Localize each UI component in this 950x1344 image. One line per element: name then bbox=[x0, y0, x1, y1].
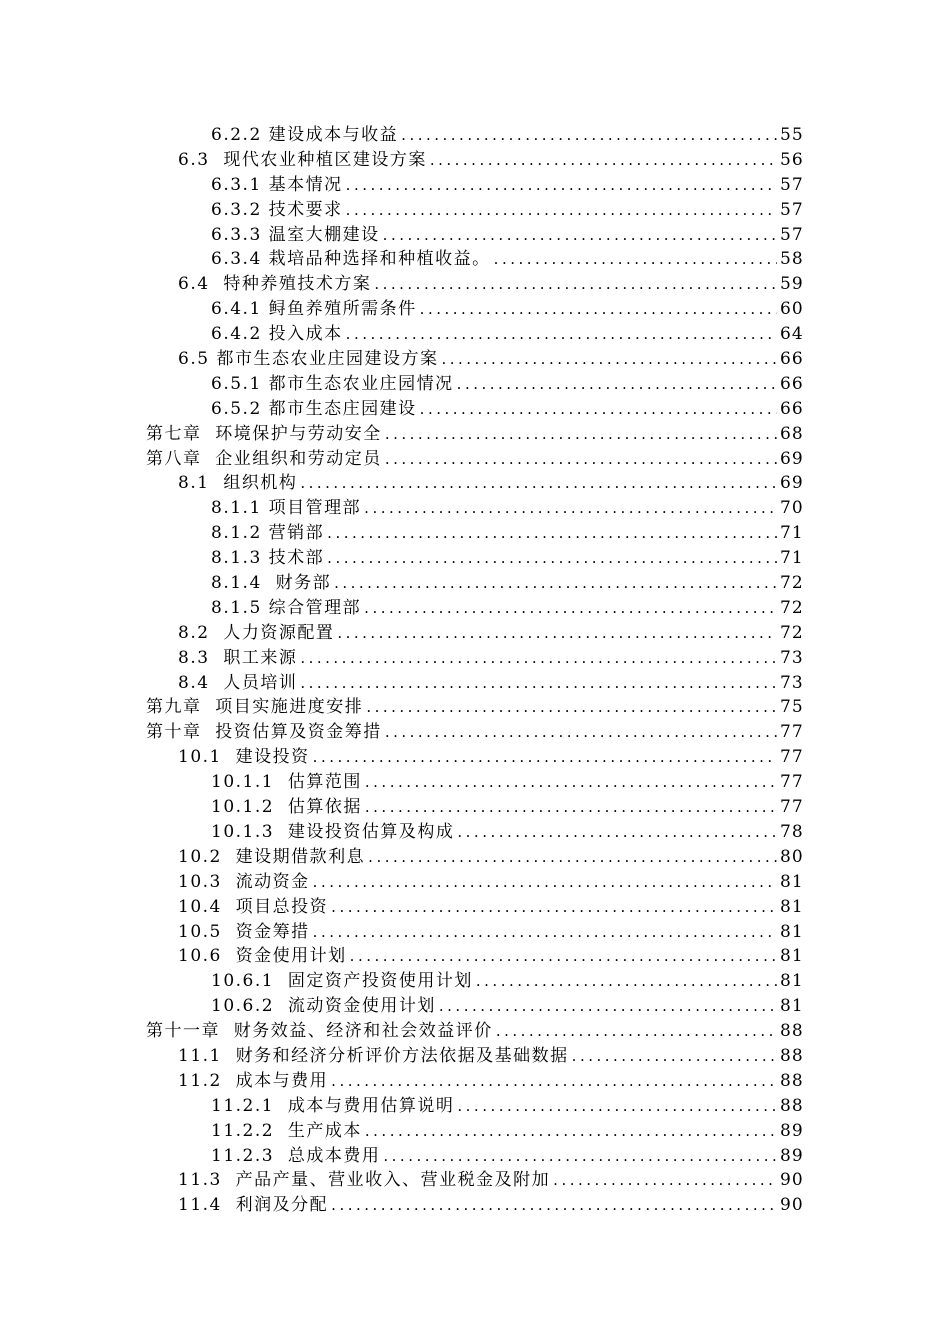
toc-entry-page: 57 bbox=[780, 174, 804, 195]
toc-entry-title: 第十章 投资估算及资金筹措 bbox=[146, 722, 382, 743]
toc-entry-title: 8.1.3 技术部 bbox=[211, 548, 325, 569]
toc-entry-page: 57 bbox=[780, 199, 804, 220]
toc-leader-dots bbox=[368, 845, 777, 870]
toc-entry[interactable] bbox=[0, 920, 950, 945]
toc-entry-title: 10.6 资金使用计划 bbox=[178, 946, 347, 967]
toc-entry-page: 77 bbox=[780, 722, 804, 743]
toc-entry-title: 8.1.4 财务部 bbox=[211, 573, 332, 594]
toc-entry[interactable] bbox=[0, 695, 950, 720]
toc-entry[interactable] bbox=[0, 1119, 950, 1144]
toc-entry-title: 6.4 特种养殖技术方案 bbox=[178, 274, 372, 295]
toc-entry-page: 81 bbox=[780, 971, 804, 992]
toc-entry[interactable] bbox=[0, 944, 950, 969]
toc-entry-title: 10.1.1 估算范围 bbox=[211, 772, 362, 793]
toc-entry[interactable] bbox=[0, 1144, 950, 1169]
toc-leader-dots bbox=[457, 820, 777, 845]
toc-entry[interactable] bbox=[0, 297, 950, 322]
toc-entry[interactable] bbox=[0, 496, 950, 521]
toc-entry-title: 11.2.2 生产成本 bbox=[211, 1120, 362, 1141]
toc-leader-dots bbox=[327, 546, 777, 571]
toc-entry-title: 10.4 项目总投资 bbox=[178, 896, 329, 917]
toc-entry-page: 72 bbox=[780, 573, 804, 594]
toc-entry-title: 6.5 都市生态农业庄园建设方案 bbox=[178, 349, 439, 370]
toc-entry-page: 57 bbox=[780, 224, 804, 245]
toc-entry-title: 11.2.1 成本与费用估算说明 bbox=[211, 1095, 455, 1116]
toc-entry[interactable] bbox=[0, 1094, 950, 1119]
toc-entry[interactable] bbox=[0, 820, 950, 845]
toc-entry-page: 88 bbox=[780, 1095, 804, 1116]
toc-entry[interactable] bbox=[0, 870, 950, 895]
toc-entry-title: 6.4.2 投入成本 bbox=[211, 324, 343, 345]
toc-leader-dots bbox=[385, 447, 777, 472]
toc-leader-dots bbox=[313, 745, 777, 770]
toc-entry[interactable] bbox=[0, 123, 950, 148]
toc-entry-page: 59 bbox=[780, 274, 804, 295]
toc-leader-dots bbox=[327, 521, 777, 546]
toc-leader-dots bbox=[401, 123, 777, 148]
toc-entry-page: 88 bbox=[780, 1070, 804, 1091]
toc-entry[interactable] bbox=[0, 347, 950, 372]
toc-entry-page: 81 bbox=[780, 921, 804, 942]
toc-leader-dots bbox=[346, 198, 777, 223]
toc-entry-page: 81 bbox=[780, 946, 804, 967]
toc-entry-title: 6.3.4 栽培品种选择和种植收益。 bbox=[211, 249, 491, 270]
toc-entry-page: 69 bbox=[780, 473, 804, 494]
toc-entry-title: 10.2 建设期借款利息 bbox=[178, 846, 366, 867]
toc-leader-dots bbox=[457, 372, 777, 397]
toc-entry-title: 10.1.3 建设投资估算及构成 bbox=[211, 821, 455, 842]
toc-entry-title: 8.2 人力资源配置 bbox=[178, 622, 335, 643]
toc-entry[interactable] bbox=[0, 1168, 950, 1193]
toc-entry[interactable] bbox=[0, 422, 950, 447]
toc-entry-title: 8.1.2 营销部 bbox=[211, 523, 325, 544]
toc-entry-title: 10.3 流动资金 bbox=[178, 871, 310, 892]
toc-entry-page: 90 bbox=[780, 1195, 804, 1216]
toc-entry[interactable] bbox=[0, 198, 950, 223]
toc-entry-title: 6.3.3 温室大棚建设 bbox=[211, 224, 380, 245]
toc-leader-dots bbox=[313, 920, 777, 945]
toc-entry[interactable] bbox=[0, 895, 950, 920]
toc-entry-page: 77 bbox=[780, 747, 804, 768]
toc-entry-page: 80 bbox=[780, 846, 804, 867]
toc-entry[interactable] bbox=[0, 571, 950, 596]
toc-entry[interactable] bbox=[0, 795, 950, 820]
toc-leader-dots bbox=[420, 297, 777, 322]
toc-entry-title: 10.6.1 固定资产投资使用计划 bbox=[211, 971, 473, 992]
toc-entry-page: 71 bbox=[780, 548, 804, 569]
toc-entry-page: 66 bbox=[780, 373, 804, 394]
toc-leader-dots bbox=[430, 148, 777, 173]
toc-entry-title: 第十一章 财务效益、经济和社会效益评价 bbox=[146, 1021, 493, 1042]
toc-entry-title: 11.4 利润及分配 bbox=[178, 1195, 329, 1216]
toc-leader-dots bbox=[572, 1044, 777, 1069]
toc-leader-dots bbox=[365, 795, 777, 820]
toc-entry-page: 81 bbox=[780, 996, 804, 1017]
toc-entry-page: 58 bbox=[780, 249, 804, 270]
toc-entry-title: 第八章 企业组织和劳动定员 bbox=[146, 448, 382, 469]
toc-leader-dots bbox=[365, 770, 777, 795]
toc-leader-dots bbox=[439, 994, 777, 1019]
toc-entry-page: 68 bbox=[780, 423, 804, 444]
toc-leader-dots bbox=[385, 422, 777, 447]
table-of-contents bbox=[0, 123, 950, 1218]
toc-entry[interactable] bbox=[0, 646, 950, 671]
toc-entry-title: 第九章 项目实施进度安排 bbox=[146, 697, 364, 718]
toc-entry[interactable] bbox=[0, 770, 950, 795]
toc-entry[interactable] bbox=[0, 1019, 950, 1044]
toc-entry[interactable] bbox=[0, 720, 950, 745]
toc-entry[interactable] bbox=[0, 1069, 950, 1094]
toc-leader-dots bbox=[300, 646, 777, 671]
toc-leader-dots bbox=[457, 1094, 777, 1119]
toc-entry-page: 88 bbox=[780, 1045, 804, 1066]
toc-entry[interactable] bbox=[0, 1044, 950, 1069]
toc-entry[interactable] bbox=[0, 471, 950, 496]
toc-entry-title: 11.3 产品产量、营业收入、营业税金及附加 bbox=[178, 1170, 551, 1191]
toc-entry-page: 81 bbox=[780, 871, 804, 892]
toc-entry[interactable] bbox=[0, 173, 950, 198]
toc-entry-page: 64 bbox=[780, 324, 804, 345]
toc-entry-page: 66 bbox=[780, 398, 804, 419]
toc-entry-page: 75 bbox=[780, 697, 804, 718]
toc-leader-dots bbox=[364, 596, 777, 621]
toc-entry-page: 73 bbox=[780, 672, 804, 693]
toc-entry[interactable] bbox=[0, 372, 950, 397]
toc-entry-title: 6.3.2 技术要求 bbox=[211, 199, 343, 220]
toc-entry-title: 10.5 资金筹措 bbox=[178, 921, 310, 942]
toc-entry[interactable] bbox=[0, 596, 950, 621]
toc-entry-page: 60 bbox=[780, 299, 804, 320]
toc-entry[interactable] bbox=[0, 969, 950, 994]
toc-leader-dots bbox=[496, 1019, 777, 1044]
toc-leader-dots bbox=[420, 397, 777, 422]
toc-leader-dots bbox=[331, 1193, 777, 1218]
toc-entry[interactable] bbox=[0, 247, 950, 272]
toc-leader-dots bbox=[313, 870, 777, 895]
toc-entry[interactable] bbox=[0, 994, 950, 1019]
toc-entry-title: 10.1.2 估算依据 bbox=[211, 797, 362, 818]
toc-entry[interactable] bbox=[0, 322, 950, 347]
toc-entry-title: 10.6.2 流动资金使用计划 bbox=[211, 996, 436, 1017]
toc-leader-dots bbox=[331, 895, 777, 920]
toc-entry-title: 6.3 现代农业种植区建设方案 bbox=[178, 149, 427, 170]
toc-leader-dots bbox=[346, 173, 777, 198]
toc-entry[interactable] bbox=[0, 745, 950, 770]
toc-entry-title: 6.5.1 都市生态农业庄园情况 bbox=[211, 373, 454, 394]
toc-entry-title: 第七章 环境保护与劳动安全 bbox=[146, 423, 382, 444]
toc-leader-dots bbox=[374, 272, 777, 297]
toc-entry[interactable] bbox=[0, 521, 950, 546]
toc-leader-dots bbox=[337, 621, 777, 646]
toc-leader-dots bbox=[441, 347, 777, 372]
toc-entry[interactable] bbox=[0, 272, 950, 297]
toc-entry-page: 69 bbox=[780, 448, 804, 469]
toc-leader-dots bbox=[364, 496, 777, 521]
toc-entry-page: 77 bbox=[780, 772, 804, 793]
toc-entry[interactable] bbox=[0, 447, 950, 472]
toc-entry-title: 11.1 财务和经济分析评价方法依据及基础数据 bbox=[178, 1045, 569, 1066]
toc-entry-title: 8.3 职工来源 bbox=[178, 647, 298, 668]
toc-entry-page: 77 bbox=[780, 797, 804, 818]
toc-entry[interactable] bbox=[0, 148, 950, 173]
toc-entry-page: 55 bbox=[780, 125, 804, 145]
toc-entry-title: 6.4.1 鲟鱼养殖所需条件 bbox=[211, 299, 417, 320]
toc-entry-title: 8.1.5 综合管理部 bbox=[211, 597, 362, 618]
toc-entry[interactable] bbox=[0, 546, 950, 571]
toc-entry-page: 89 bbox=[780, 1145, 804, 1166]
toc-leader-dots bbox=[300, 671, 777, 696]
toc-entry[interactable] bbox=[0, 1193, 950, 1218]
toc-leader-dots bbox=[494, 247, 777, 272]
toc-entry[interactable] bbox=[0, 621, 950, 646]
toc-entry-title: 8.1 组织机构 bbox=[178, 473, 298, 494]
toc-entry[interactable] bbox=[0, 223, 950, 248]
toc-entry-title: 8.1.1 项目管理部 bbox=[211, 498, 362, 519]
toc-leader-dots bbox=[553, 1168, 777, 1193]
toc-entry-title: 6.5.2 都市生态庄园建设 bbox=[211, 398, 417, 419]
toc-leader-dots bbox=[300, 471, 777, 496]
toc-leader-dots bbox=[383, 223, 777, 248]
toc-leader-dots bbox=[385, 720, 777, 745]
toc-leader-dots bbox=[346, 322, 777, 347]
toc-entry-title: 6.3.1 基本情况 bbox=[211, 174, 343, 195]
toc-entry-page: 56 bbox=[780, 149, 804, 170]
toc-entry[interactable] bbox=[0, 845, 950, 870]
toc-entry-title: 11.2.3 总成本费用 bbox=[211, 1145, 381, 1166]
toc-entry-page: 90 bbox=[780, 1170, 804, 1191]
toc-entry-title: 6.2.2 建设成本与收益 bbox=[211, 125, 399, 145]
toc-entry-page: 72 bbox=[780, 597, 804, 618]
toc-leader-dots bbox=[331, 1069, 777, 1094]
toc-leader-dots bbox=[476, 969, 777, 994]
toc-leader-dots bbox=[366, 695, 777, 720]
toc-entry-page: 71 bbox=[780, 523, 804, 544]
toc-entry-page: 78 bbox=[780, 821, 804, 842]
toc-entry[interactable] bbox=[0, 397, 950, 422]
toc-leader-dots bbox=[334, 571, 777, 596]
toc-leader-dots bbox=[350, 944, 777, 969]
toc-leader-dots bbox=[365, 1119, 777, 1144]
toc-entry-title: 8.4 人员培训 bbox=[178, 672, 298, 693]
toc-entry-page: 81 bbox=[780, 896, 804, 917]
toc-entry[interactable] bbox=[0, 671, 950, 696]
toc-entry-page: 70 bbox=[780, 498, 804, 519]
toc-entry-page: 66 bbox=[780, 349, 804, 370]
toc-leader-dots bbox=[383, 1144, 777, 1169]
toc-entry-title: 11.2 成本与费用 bbox=[178, 1070, 329, 1091]
toc-entry-page: 88 bbox=[780, 1021, 804, 1042]
toc-entry-page: 73 bbox=[780, 647, 804, 668]
toc-entry-page: 72 bbox=[780, 622, 804, 643]
toc-entry-page: 89 bbox=[780, 1120, 804, 1141]
toc-entry-title: 10.1 建设投资 bbox=[178, 747, 310, 768]
